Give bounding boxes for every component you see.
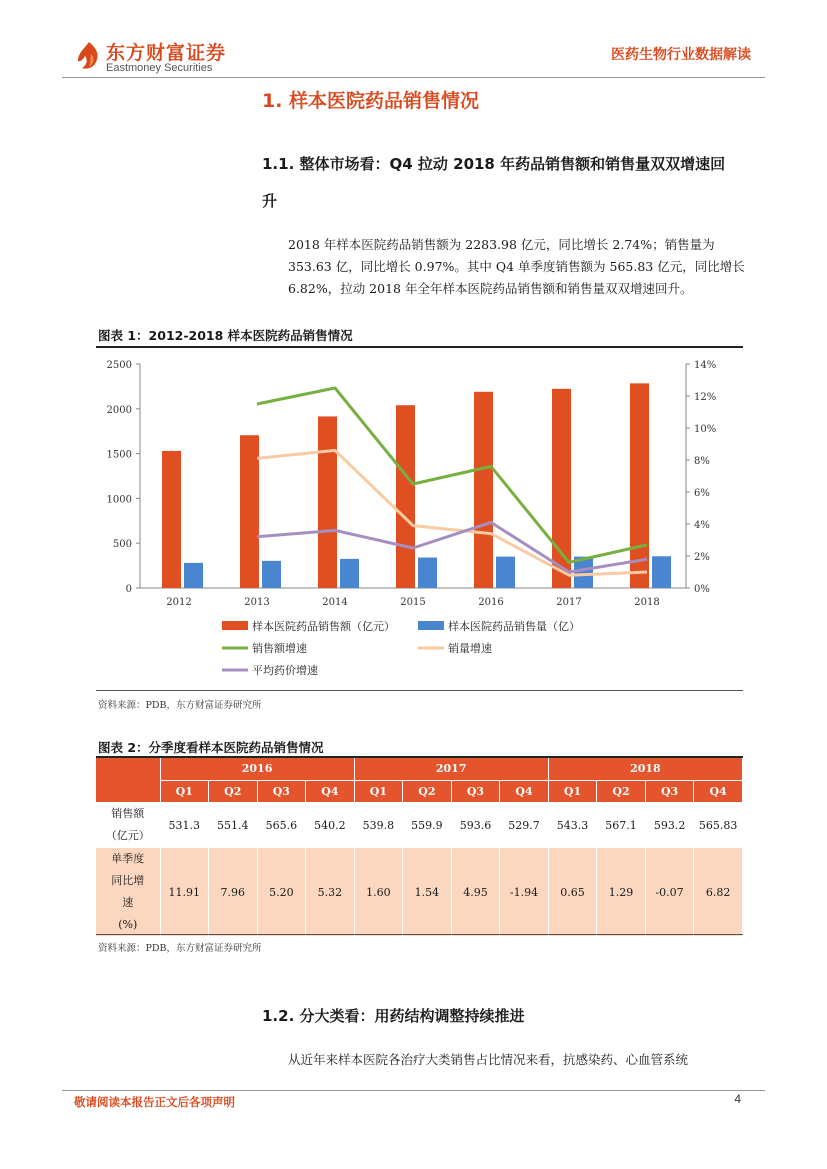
table-cell: 540.2 bbox=[306, 802, 355, 848]
row-label-sales: 销售额 （亿元） bbox=[96, 802, 160, 848]
table-year-row bbox=[96, 758, 743, 780]
table-cell: 559.9 bbox=[403, 802, 452, 848]
bar-sales-volume bbox=[184, 563, 203, 588]
x-tick-label: 2016 bbox=[478, 597, 504, 608]
bar-sales-volume bbox=[340, 559, 359, 588]
section-1-1-title-line2: 升 bbox=[262, 192, 278, 210]
table-cell: 1.29 bbox=[597, 848, 646, 936]
bar-sales-volume bbox=[262, 561, 281, 588]
table-row-sales bbox=[96, 802, 743, 848]
quarter-header: Q3 bbox=[451, 780, 500, 802]
y-right-tick-label: 14% bbox=[694, 360, 717, 371]
quarter-header: Q3 bbox=[257, 780, 306, 802]
quarterly-sales-table bbox=[96, 758, 743, 936]
y-left-tick-label: 1500 bbox=[106, 449, 132, 461]
table-cell: 0.65 bbox=[548, 848, 597, 936]
sales-chart bbox=[96, 352, 743, 688]
bar-sales-amount bbox=[396, 405, 415, 588]
x-tick-label: 2017 bbox=[556, 597, 582, 608]
report-type: 医药生物行业数据解读 bbox=[611, 47, 751, 63]
paragraph-text: 2018 年样本医院药品销售额为 2283.98 亿元，同比增长 2.74%；销售量为 353.63 亿，同比增长 0.97%。其中 Q4 单季度销售额为 565.83 亿元，同比增长 6.82%，拉动 2018 年全年样本医院药品销售额和销售量双双增速回升。 bbox=[288, 237, 745, 296]
table-cell: 1.54 bbox=[403, 848, 452, 936]
table-cell: 5.20 bbox=[257, 848, 306, 936]
year-header-2016: 2016 bbox=[160, 758, 354, 780]
table-cell: 543.3 bbox=[548, 802, 597, 848]
section-1-title: 1. 样本医院药品销售情况 bbox=[262, 90, 480, 112]
table-cell: 531.3 bbox=[160, 802, 209, 848]
figure-1-top-rule bbox=[96, 346, 743, 348]
table-cell: 565.6 bbox=[257, 802, 306, 848]
table-cell: -1.94 bbox=[500, 848, 549, 936]
quarter-header: Q2 bbox=[597, 780, 646, 802]
bar-sales-amount bbox=[162, 451, 181, 588]
table-cell: 593.2 bbox=[645, 802, 694, 848]
row-label-growth: 单季度 同比增 速 (%) bbox=[96, 848, 160, 936]
year-header-2018: 2018 bbox=[548, 758, 742, 780]
x-tick-label: 2015 bbox=[400, 597, 426, 608]
table-cell: 529.7 bbox=[500, 802, 549, 848]
bar-sales-volume bbox=[496, 557, 515, 588]
section-1-2-title: 1.2. 分大类看：用药结构调整持续推进 bbox=[262, 1007, 525, 1025]
x-tick-label: 2014 bbox=[322, 597, 348, 608]
table-cell: -0.07 bbox=[645, 848, 694, 936]
figure-2-source: 资料来源：PDB，东方财富证券研究所 bbox=[98, 943, 262, 954]
y-right-tick-label: 6% bbox=[694, 488, 710, 499]
quarter-header: Q1 bbox=[354, 780, 403, 802]
header-divider bbox=[62, 77, 765, 78]
x-tick-label: 2012 bbox=[166, 597, 192, 608]
table-cell: 539.8 bbox=[354, 802, 403, 848]
table-row-growth bbox=[96, 848, 743, 936]
figure-1-title: 图表 1：2012-2018 样本医院药品销售情况 bbox=[98, 328, 353, 343]
table-cell: 7.96 bbox=[209, 848, 258, 936]
table-cell: 567.1 bbox=[597, 802, 646, 848]
quarter-header: Q2 bbox=[403, 780, 452, 802]
quarter-header: Q3 bbox=[645, 780, 694, 802]
quarter-header: Q1 bbox=[160, 780, 209, 802]
x-tick-label: 2013 bbox=[244, 597, 270, 608]
bar-sales-amount bbox=[240, 435, 259, 588]
table-cell: 1.60 bbox=[354, 848, 403, 936]
legend-label: 样本医院药品销售额（亿元） bbox=[252, 620, 395, 633]
bar-sales-amount bbox=[318, 416, 337, 588]
y-right-tick-label: 4% bbox=[694, 520, 710, 531]
table-cell: 11.91 bbox=[160, 848, 209, 936]
bar-sales-amount bbox=[474, 392, 493, 588]
logo-flame-icon bbox=[74, 40, 104, 72]
page-number: 4 bbox=[734, 1092, 741, 1106]
quarter-header: Q2 bbox=[209, 780, 258, 802]
section-1-2-paragraph bbox=[262, 1049, 762, 1071]
table-quarter-row bbox=[96, 780, 743, 802]
table-cell: 5.32 bbox=[306, 848, 355, 936]
y-right-tick-label: 12% bbox=[694, 392, 717, 403]
table-cell: 565.83 bbox=[694, 802, 743, 848]
table-cell: 593.6 bbox=[451, 802, 500, 848]
y-right-tick-label: 10% bbox=[694, 424, 717, 435]
y-right-tick-label: 8% bbox=[694, 456, 710, 467]
logo-english-name: Eastmoney Securities bbox=[106, 62, 213, 74]
y-left-tick-label: 0 bbox=[125, 584, 132, 595]
legend-label: 销量增速 bbox=[448, 642, 492, 655]
figure-2-title: 图表 2：分季度看样本医院药品销售情况 bbox=[98, 740, 324, 755]
legend-label: 平均药价增速 bbox=[252, 664, 318, 677]
bar-sales-amount bbox=[630, 383, 649, 588]
section-1-1-title-line1: 1.1. 整体市场看：Q4 拉动 2018 年药品销售额和销售量双双增速回 bbox=[262, 155, 726, 173]
y-left-tick-label: 2500 bbox=[106, 360, 132, 371]
bar-sales-volume bbox=[418, 558, 437, 588]
logo-chinese-name: 东方财富证券 bbox=[106, 42, 227, 64]
footer-divider bbox=[62, 1090, 765, 1091]
quarter-header: Q1 bbox=[548, 780, 597, 802]
year-header-2017: 2017 bbox=[354, 758, 548, 780]
quarter-header: Q4 bbox=[694, 780, 743, 802]
bar-sales-amount bbox=[552, 389, 571, 588]
figure-1-source: 资料来源：PDB，东方财富证券研究所 bbox=[98, 700, 262, 711]
y-right-tick-label: 2% bbox=[694, 552, 710, 563]
table-cell: 6.82 bbox=[694, 848, 743, 936]
x-tick-label: 2018 bbox=[634, 597, 660, 608]
figure-2-bottom-rule bbox=[96, 934, 743, 935]
y-left-tick-label: 2000 bbox=[106, 404, 132, 416]
company-logo bbox=[74, 38, 244, 78]
section-1-1-paragraph bbox=[262, 234, 762, 300]
y-left-tick-label: 500 bbox=[112, 539, 132, 551]
bar-sales-volume bbox=[652, 556, 671, 588]
quarter-header: Q4 bbox=[306, 780, 355, 802]
legend-swatch bbox=[418, 621, 444, 630]
legend-swatch bbox=[222, 621, 248, 630]
y-left-tick-label: 1000 bbox=[106, 494, 132, 506]
footer-disclaimer: 敬请阅读本报告正文后各项声明 bbox=[74, 1095, 235, 1109]
paragraph-text: 从近年来样本医院各治疗大类销售占比情况来看，抗感染药、心血管系统 bbox=[288, 1052, 689, 1067]
table-cell: 551.4 bbox=[209, 802, 258, 848]
quarter-header: Q4 bbox=[500, 780, 549, 802]
table-cell: 4.95 bbox=[451, 848, 500, 936]
legend-label: 样本医院药品销售量（亿） bbox=[448, 620, 580, 633]
table-corner bbox=[96, 758, 160, 802]
figure-1-bottom-rule bbox=[96, 690, 743, 691]
y-right-tick-label: 0% bbox=[694, 584, 710, 595]
legend-label: 销售额增速 bbox=[252, 642, 307, 655]
